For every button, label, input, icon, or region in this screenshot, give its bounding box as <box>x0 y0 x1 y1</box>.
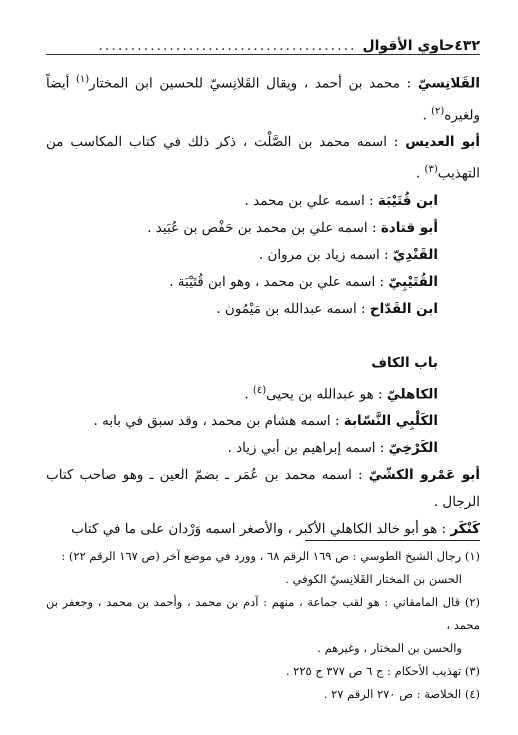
running-header <box>46 32 480 55</box>
footnote <box>46 545 480 591</box>
footnote-number: (٤) <box>464 687 480 701</box>
entry-definition: محمد بن أحمد ، ويقال القَلانِسيّ للحسين ابن المختار <box>89 75 400 92</box>
entry-term: القَنْدِيّ <box>392 246 438 263</box>
footnote <box>46 660 480 683</box>
entry-qalanisi: القَلانِسيّ : محمد بن أحمد ، ويقال القَلانِسيّ للحسين ابن المختار$^{(١)}$ أيضاً ولغيره$^{(٢)}$ . <box>46 74 480 123</box>
entry-term: الكاهليّ <box>386 386 438 402</box>
footnote-number: (٣) <box>464 664 480 678</box>
footnote-ref: (١) <box>75 74 90 85</box>
entry-term: القُتَيْبِيّ <box>388 273 438 290</box>
footnote-ref: (٤) <box>252 384 267 396</box>
entry-kankar: كَنْكَر : هو أبو خالد الكاهلي الأكبر ، والأصغر اسمه وَرْدان على ما في كتاب <box>71 521 480 537</box>
footnote <box>46 683 480 706</box>
entry-definition: اسمه علي بن محمد . <box>244 192 365 209</box>
footnote-continuation: الحسن بن المختار القَلانِسيّ الكوفي . <box>285 572 462 586</box>
entry-abu-al-adis: أبو العديس : اسمه محمد بن الصَّلْت ، ذكر ذلك في كتاب المكاسب من التهذيب$^{(٣)}$ . <box>46 134 480 182</box>
entry-qandi: القَنْدِيّ : اسمه زياد بن مروان . <box>258 246 438 263</box>
header-leader-dots: ........................................ <box>98 38 357 54</box>
entry-definition: اسمه إبراهيم بن أبي زياد . <box>227 440 376 456</box>
entry-term: ابن القَدّاح <box>369 300 438 317</box>
entry-definition: اسمه علي بن محمد ، وهو ابن قُتَيْبَة . <box>169 273 376 290</box>
entry-definition: اسمه زياد بن مروان . <box>258 246 380 263</box>
entry-ibn-al-qaddah: ابن القَدّاح : اسمه عبدالله بن مَيْمُون . <box>216 300 438 317</box>
footnote <box>46 591 480 660</box>
entry-ibn-qutayba: ابن قُتَيْبَة : اسمه علي بن محمد . <box>244 192 438 209</box>
entry-definition: اسمه علي بن محمد بن حَفْص بن عُبَيد . <box>147 219 368 236</box>
entry-kahili: الكاهليّ : هو عبدالله بن يحيى$^{(٤)}$ . <box>244 384 438 402</box>
entry-definition: اسمه هشام بن محمد ، وقد سبق في بابه . <box>93 413 331 429</box>
entry-kalbi: الكَلْبِي النَّسّابة : اسمه هشام بن محمد ، وقد سبق في بابه . <box>93 413 438 429</box>
footnote-number: (٢) <box>464 595 481 609</box>
entry-term: ابن قُتَيْبَة <box>377 192 438 209</box>
main-text <box>46 66 480 543</box>
entry-term: أبو قتادة <box>380 219 438 236</box>
entry-karkhi: الكَرْخِيّ : اسمه إبراهيم بن أبي زياد . <box>227 440 438 456</box>
entry-term: الكَلْبِي النَّسّابة <box>343 413 438 429</box>
footnotes <box>46 545 480 706</box>
entry-term: الكَرْخِيّ <box>388 440 438 456</box>
entry-definition: هو عبدالله بن يحيى <box>266 386 374 402</box>
footnote-divider <box>305 540 480 541</box>
entry-definition: اسمه محمد بن عُمَر ـ بضمّ العين ـ وهو صاحب كتاب الرجال . <box>46 467 480 510</box>
footnote-text: قال المامقاني : هو لقب جماعة ، منهم : آدم بن محمد ، وأحمد بن محمد ، وجعفر بن محمد ، <box>46 595 480 632</box>
footnote-text: رجال الشيخ الطوسي : ص ١٦٩ الرقم ٦٨ ، وورد في موضع آخر (ص ١٦٧ الرقم ٢٢) : <box>61 549 462 563</box>
running-title: حاوي الأقوال <box>362 38 455 54</box>
footnote-continuation: والحسن بن المختار ، وغيرهم . <box>317 641 462 655</box>
entry-kashshi: أبو عَمْرو الكشّيّ : اسمه محمد بن عُمَر ـ بضمّ العين ـ وهو صاحب كتاب الرجال . <box>46 467 480 510</box>
page-number: ٤٣٢ <box>454 38 480 54</box>
entry-term: أبو عَمْرو الكشّيّ <box>368 467 480 483</box>
footnote-ref: (٣) <box>424 164 438 175</box>
entry-definition: هو أبو خالد الكاهلي الأكبر ، والأصغر اسمه وَرْدان على ما في كتاب <box>71 521 438 537</box>
footnote-ref: (٢) <box>431 105 445 117</box>
section-heading: باب الكاف <box>371 354 438 371</box>
footnote-text: الخلاصة : ص ٢٧٠ الرقم ٢٧ . <box>323 687 462 701</box>
entry-term: القَلانِسيّ <box>417 75 480 92</box>
footnote-number: (١) <box>464 549 480 563</box>
entry-abu-qatada: أبو قتادة : اسمه علي بن محمد بن حَفْص بن عُبَيد . <box>147 219 438 236</box>
entry-definition: اسمه محمد بن الصَّلْت ، ذكر ذلك في كتاب المكاسب من التهذيب <box>46 134 480 182</box>
entry-term: كَنْكَر <box>450 521 480 537</box>
footnote-text: تهذيب الأحكام : ج ٦ ص ٣٧٧ ح ٢٢٥ . <box>285 664 462 678</box>
entry-term: أبو العديس <box>405 134 480 150</box>
entry-qutaybi: القُتَيْبِيّ : اسمه علي بن محمد ، وهو ابن قُتَيْبَة . <box>169 273 438 290</box>
entry-definition: اسمه عبدالله بن مَيْمُون . <box>216 300 357 317</box>
